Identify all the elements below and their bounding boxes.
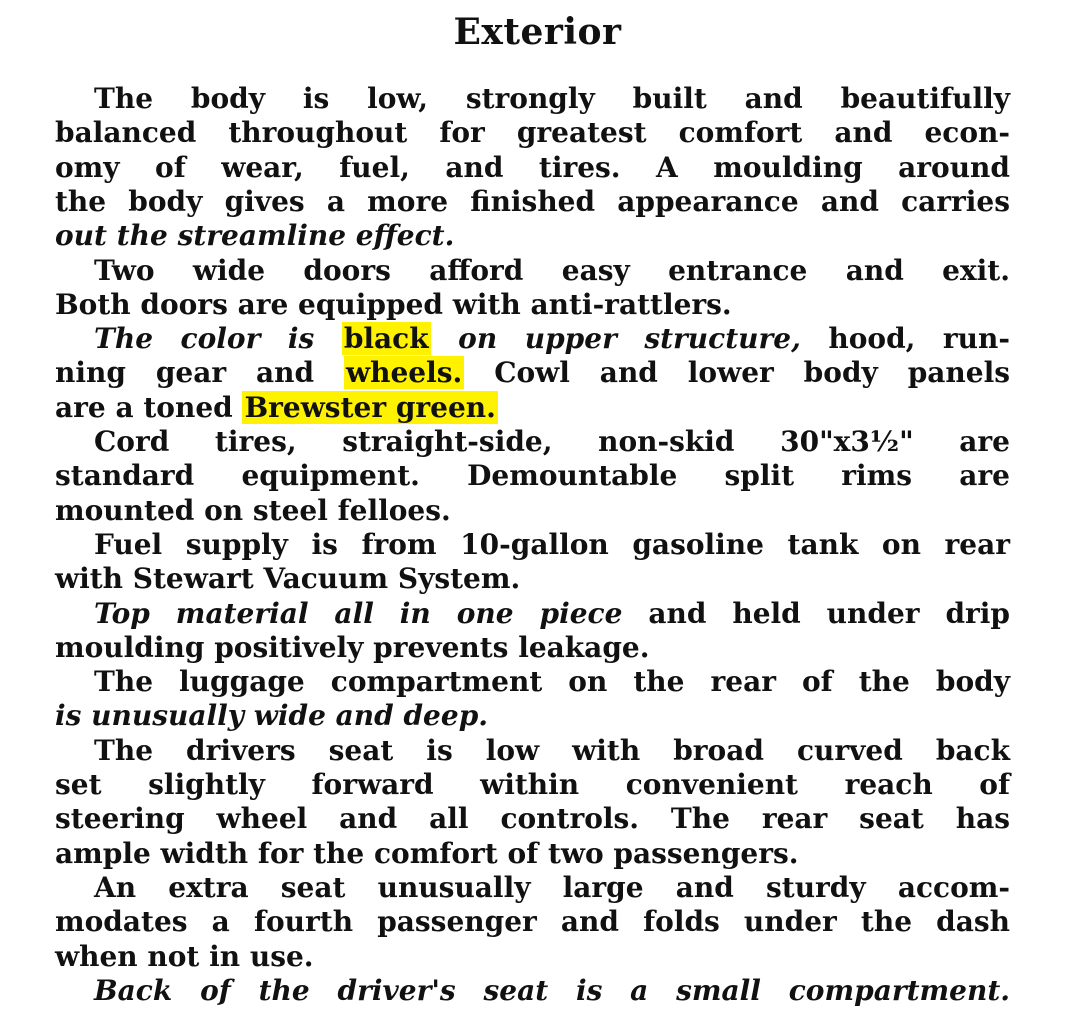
text-line	[94, 734, 1010, 768]
text-segment: balanced throughout for greatest comfort and econ-	[55, 116, 1010, 150]
text-segment: and held under drip	[622, 596, 1010, 630]
text-segment: out the streamline effect.	[55, 219, 455, 253]
text-segment: ample width for the comfort of two passengers.	[55, 836, 799, 870]
text-line	[55, 699, 1010, 733]
text-line	[94, 974, 1010, 1008]
text-segment: omy of wear, fuel, and tires. A moulding around	[55, 150, 1010, 184]
text-line	[55, 940, 1010, 974]
text-line	[55, 494, 1010, 528]
text-line	[55, 905, 1010, 939]
text-line	[55, 562, 1010, 596]
text-line	[55, 288, 1010, 322]
text-line	[94, 528, 1010, 562]
text-line	[55, 631, 1010, 665]
page-title: Exterior	[453, 11, 622, 53]
text-segment: is	[287, 322, 315, 356]
text-segment: the body gives a more finished appearance and carries	[55, 184, 1010, 218]
text-segment: modates a fourth passenger and folds under the dash	[55, 905, 1010, 939]
text-segment: are a toned	[55, 390, 243, 424]
text-line	[55, 116, 1010, 150]
text-segment: Cowl and lower body panels	[464, 356, 1010, 390]
text-line	[55, 837, 1010, 871]
text-line	[94, 871, 1010, 905]
text-segment: set slightly forward within convenient reach of	[55, 768, 1010, 801]
text-segment: The body is low, strongly built and beautifully	[94, 82, 1010, 115]
text-segment: Two wide doors afford easy entrance and exit.	[94, 253, 1010, 287]
text-segment: Back of the driver's seat is a small compartment.	[94, 973, 1010, 1007]
text-segment: with Stewart Vacuum System.	[55, 562, 521, 596]
text-line	[94, 322, 1010, 356]
highlighted-text: black	[343, 322, 429, 356]
highlighted-text: Brewster green.	[244, 390, 496, 424]
text-segment: steering wheel and all controls. The rear seat has	[55, 802, 1010, 836]
text-segment: Top material all in one piece	[94, 596, 623, 630]
text-line	[55, 151, 1010, 185]
text-line	[94, 254, 1010, 288]
text-segment: The color	[94, 322, 288, 356]
text-segment: The luggage compartment on the rear of the body	[94, 665, 1010, 699]
text-segment: Both doors are equipped with anti-rattlers.	[55, 287, 732, 321]
text-segment: standard equipment. Demountable split rims are	[55, 459, 1010, 493]
text-segment: ning gear and	[55, 356, 345, 390]
text-segment: Cord tires, straight-side, non-skid 30"x3½" are	[94, 425, 1010, 458]
text-line	[55, 802, 1010, 836]
text-line	[55, 219, 1010, 253]
text-segment	[314, 322, 342, 355]
text-segment: mounted on steel felloes.	[55, 493, 451, 527]
text-line	[94, 665, 1010, 699]
text-line	[55, 185, 1010, 219]
text-line	[94, 82, 1010, 116]
text-line	[94, 597, 1010, 631]
text-segment: when not in use.	[55, 939, 314, 973]
text-segment: The drivers seat is low with broad curved back	[94, 733, 1010, 767]
text-line	[55, 459, 1010, 493]
text-segment: on upper structure,	[430, 322, 801, 356]
text-line	[55, 768, 1010, 802]
text-segment: hood, run-	[800, 322, 1011, 356]
text-segment: An extra seat unusually large and sturdy accom-	[94, 870, 1010, 904]
text-segment: moulding positively prevents leakage.	[55, 630, 650, 664]
highlighted-text: wheels.	[346, 356, 463, 390]
text-segment: Fuel supply is from 10-gallon gasoline tank on rear	[94, 527, 1010, 561]
text-line	[55, 356, 1010, 390]
text-line	[55, 391, 1010, 425]
text-line	[94, 425, 1010, 459]
text-segment: is unusually wide and deep.	[55, 699, 489, 733]
